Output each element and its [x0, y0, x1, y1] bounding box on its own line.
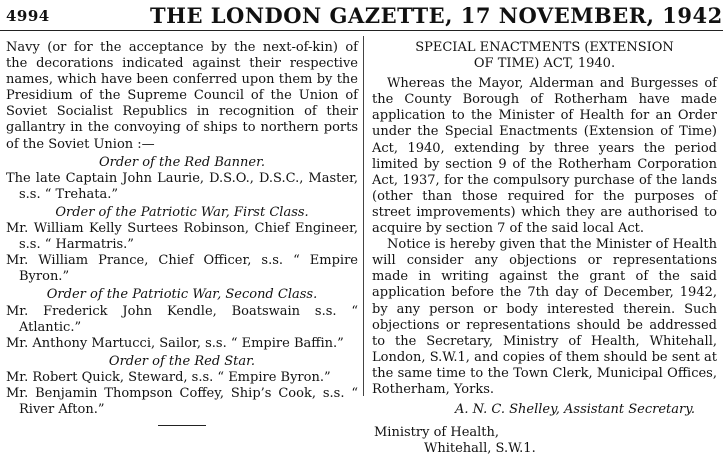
right-column	[372, 40, 717, 457]
intro-line: gallantry in the convoying of ships to northern ports	[6, 120, 358, 136]
intro-line: Navy (or for the acceptance by the next-of-kin) of	[6, 40, 358, 55]
award-entry: Mr. Frederick John Kendle, Boatswain s.s. “ Atlantic.”	[6, 303, 358, 335]
award-entry: Mr. Robert Quick, Steward, s.s. “ Empire Byron.”	[6, 369, 331, 385]
header-rule	[0, 30, 723, 31]
award-entry: Mr. Benjamin Thompson Coffey, Ship’s Cook, s.s. “ River Afton.”	[6, 385, 358, 418]
page-header	[0, 0, 723, 30]
gazette-title: THE LONDON GAZETTE, 17 NOVEMBER, 1942	[150, 3, 723, 28]
signature: A. N. C. Shelley, Assistant Secretary.	[454, 402, 695, 418]
order-heading: Order of the Patriotic War, First Class.	[55, 204, 309, 220]
department-address: Whitehall, S.W.1.	[424, 441, 536, 457]
intro-line: names, which have been conferred upon them by the	[6, 72, 358, 88]
left-column	[6, 40, 358, 426]
page-number: 4994	[6, 7, 50, 25]
intro-paragraph	[6, 40, 358, 153]
section-end-rule	[158, 425, 206, 426]
order-heading: Order of the Red Banner.	[98, 154, 266, 170]
order-heading: Order of the Patriotic War, Second Class.	[46, 287, 318, 303]
intro-line: the decorations indicated against their respective	[6, 56, 358, 72]
notice-paragraph: Notice is hereby given that the Minister of Health will consider any objections or representations made in writing against the grant of the said application before the 7th day of December, 1942, by any person or body interested therein. Such objections or representations should be addressed to the Secretary, Ministry of Health, Whitehall, London, S.W.1, and copies of them should be sent at the same time to the Town Clerk, Municipal Offices, Rotherham, Yorks.	[372, 237, 717, 397]
award-entry: Mr. William Prance, Chief Officer, s.s. “ Empire Byron.”	[6, 253, 358, 285]
award-entry: Mr. Anthony Martucci, Sailor, s.s. “ Empire Baffin.”	[6, 335, 344, 351]
award-entry: Mr. William Kelly Surtees Robinson, Chief Engineer, s.s. “ Harmatris.”	[6, 221, 358, 253]
department-name: Ministry of Health,	[374, 425, 500, 441]
column-divider	[363, 36, 364, 396]
intro-line: of the Soviet Union :—	[6, 136, 155, 152]
whereas-paragraph: Whereas the Mayor, Alderman and Burgesses of the County Borough of Rotherham have made application to the Minister of Health for an Order under the Special Enactments (Extension of Time) Act, 1940, extending by three years the period limited by section 9 of the Rotherham Corporation Act, 1937, for the compulsory purchase of the lands (other than those required for the purposes of street improvements) which they are authorised to acquire by section 7 of the said local Act.	[372, 76, 717, 237]
intro-line: Soviet Socialist Republics in recognition of their	[6, 104, 358, 120]
order-heading: Order of the Red Star.	[108, 353, 256, 369]
act-title: SPECIAL ENACTMENTS (EXTENSION	[415, 40, 674, 55]
act-title-continued: OF TIME) ACT, 1940.	[473, 56, 616, 72]
award-entry: The late Captain John Laurie, D.S.O., D.S.C., Master, s.s. “ Trehata.”	[6, 170, 358, 202]
intro-line: Presidium of the Supreme Council of the Union of	[6, 88, 358, 104]
